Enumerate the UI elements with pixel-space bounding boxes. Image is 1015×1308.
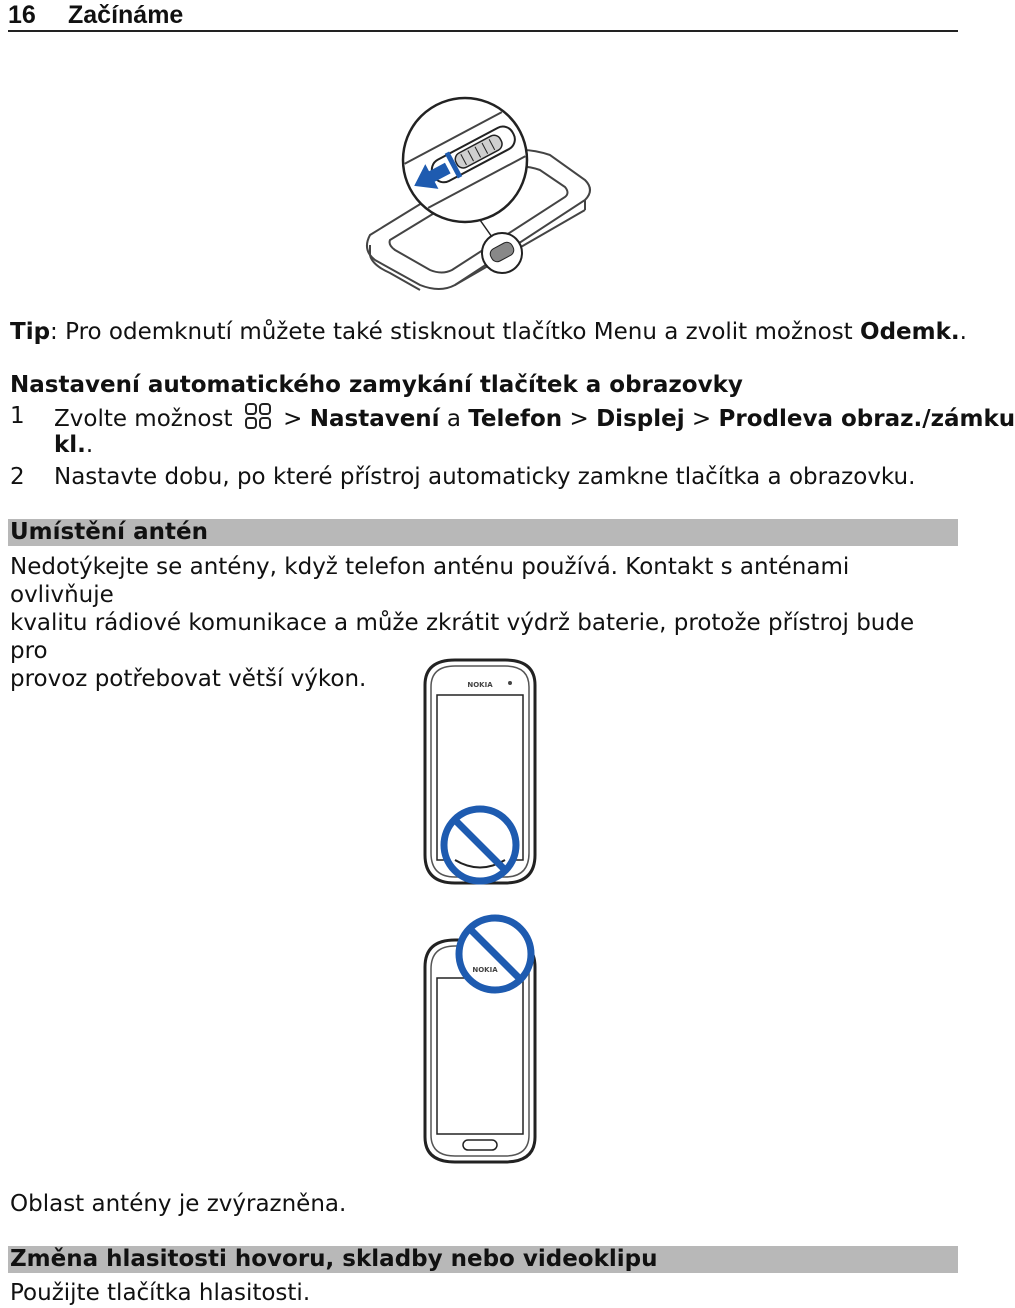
chapter-title: Začínáme — [68, 0, 184, 29]
tip-paragraph: Tip: Pro odemknutí můžete také stisknout tlačítko Menu a zvolit možnost Odemk.. — [10, 319, 967, 345]
volume-text: Použijte tlačítka hlasitosti. — [10, 1280, 311, 1306]
path-lock-timeout: Prodleva obraz./zámku — [718, 406, 1015, 432]
tip-label: Tip — [10, 319, 51, 345]
step-1-continuation: kl.. — [54, 432, 94, 458]
step-1-text: Zvolte možnost > Nastavení a Telefon > Displej > Prodleva obraz./zámku — [54, 402, 1015, 433]
antennas-heading: Umístění antén — [8, 519, 958, 546]
path-display: Displej — [596, 406, 685, 432]
step-1 — [10, 402, 1015, 462]
menu-grid-icon — [244, 402, 272, 430]
autolock-heading: Nastavení automatického zamykání tlačítek a obrazovky — [10, 372, 743, 398]
phone-lock-switch-illustration — [360, 95, 600, 295]
path-settings: Nastavení — [309, 406, 440, 432]
tip-option: Odemk. — [860, 319, 960, 345]
phone-bottom-antenna-illustration — [415, 655, 545, 890]
step-2-text: Nastavte dobu, po které přístroj automaticky zamkne tlačítka a obrazovku. — [54, 464, 916, 490]
phone-top-antenna-illustration — [415, 912, 545, 1167]
antenna-caption: Oblast antény je zvýrazněna. — [10, 1191, 347, 1217]
antennas-paragraph: Nedotýkejte se antény, když telefon anténu používá. Kontakt s anténami ovlivňuje kvalitu rádiové komunikace a může zkrátit výdrž baterie, protože přístroj bude pro provoz potřebovat větší výkon. — [10, 554, 915, 692]
phone-brand: NOKIA — [467, 681, 493, 689]
step-number: 1 — [10, 403, 25, 429]
path-phone: Telefon — [468, 406, 563, 432]
phone-brand: NOKIA — [472, 966, 498, 974]
page-header — [8, 0, 958, 32]
tip-text: : Pro odemknutí můžete také stisknout tlačítko Menu a zvolit možnost — [50, 319, 861, 345]
volume-heading: Změna hlasitosti hovoru, skladby nebo videoklipu — [8, 1246, 958, 1273]
step-number: 2 — [10, 464, 25, 490]
page-number: 16 — [8, 0, 36, 29]
step-2 — [10, 463, 950, 493]
